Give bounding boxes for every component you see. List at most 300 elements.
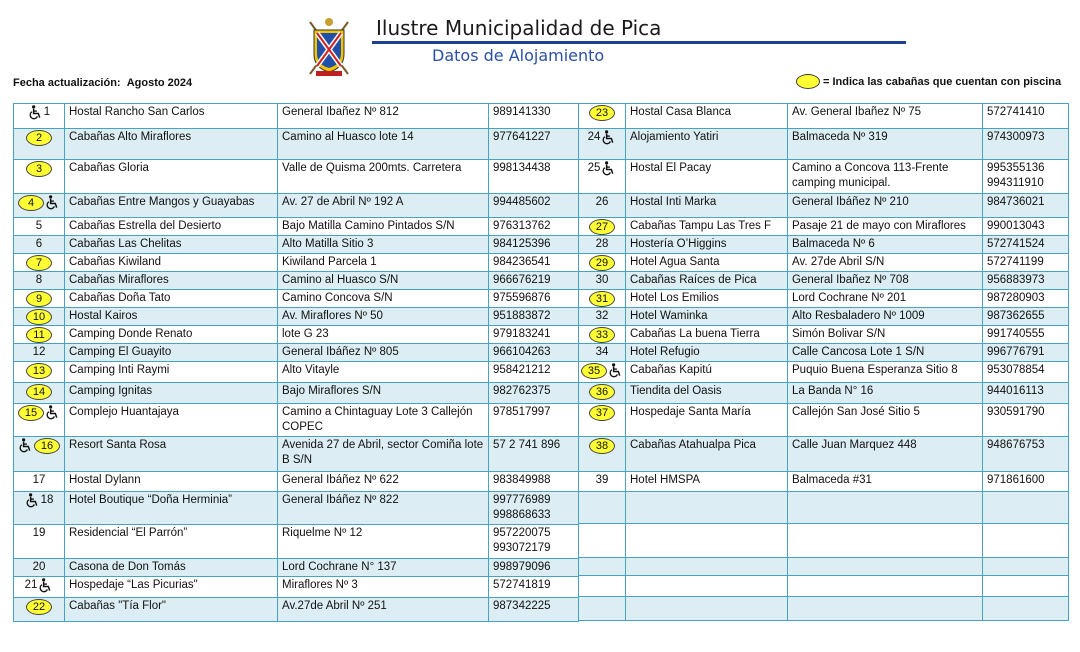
lodging-phone-cell bbox=[983, 104, 1069, 129]
row-number-cell bbox=[14, 236, 65, 254]
table-row bbox=[14, 559, 579, 577]
pool-marker-number: 3 bbox=[26, 161, 52, 177]
lodging-address: Pasaje 21 de mayo con Miraflores bbox=[788, 218, 983, 236]
row-number-cell bbox=[14, 129, 65, 160]
lodging-phone: 572741410 bbox=[987, 106, 1045, 118]
table-row bbox=[579, 524, 1069, 558]
lodging-phone-cell bbox=[489, 577, 579, 598]
lodging-name: Alojamiento Yatiri bbox=[626, 129, 788, 160]
row-number-cell bbox=[579, 218, 626, 236]
lodging-address: Calle Juan Marquez 448 bbox=[788, 437, 983, 472]
lodging-name: Hotel Waminka bbox=[626, 308, 788, 326]
pool-marker-number: 4 bbox=[18, 195, 44, 211]
pool-marker-number: 37 bbox=[589, 405, 615, 421]
row-number: 8 bbox=[35, 274, 43, 286]
table-row bbox=[14, 525, 579, 559]
row-number-cell bbox=[579, 558, 626, 576]
lodging-address: Alto Vitayle bbox=[278, 362, 489, 383]
table-row bbox=[579, 472, 1069, 492]
row-number-cell bbox=[14, 194, 65, 218]
table-row bbox=[14, 160, 579, 194]
lodging-name: Hotel Los Emilios bbox=[626, 290, 788, 308]
row-number-cell bbox=[14, 254, 65, 272]
lodging-address: Lord Cochrane Nº 201 bbox=[788, 290, 983, 308]
lodging-phone-cell bbox=[489, 308, 579, 326]
table-row bbox=[579, 272, 1069, 290]
table-row bbox=[579, 104, 1069, 129]
lodging-name: Hospedaje Santa María bbox=[626, 404, 788, 437]
lodging-phone-cell bbox=[983, 308, 1069, 326]
wheelchair-icon bbox=[601, 161, 616, 176]
title-rule bbox=[372, 41, 906, 44]
row-number-cell bbox=[579, 404, 626, 437]
row-number: 5 bbox=[35, 220, 43, 232]
lodging-phone: 994485602 bbox=[493, 196, 551, 208]
lodging-phone: 987342225 bbox=[493, 600, 551, 612]
row-number-cell bbox=[14, 290, 65, 308]
lodging-address: Camino a Chintaguay Lote 3 Callejón COPEC bbox=[278, 404, 489, 437]
lodging-address: Camino a Concova 113-Frente camping municipal. bbox=[788, 160, 983, 194]
lodging-address: Alto Resbaladero Nº 1009 bbox=[788, 308, 983, 326]
table-row bbox=[14, 254, 579, 272]
lodging-table-left bbox=[13, 103, 579, 622]
table-row bbox=[14, 598, 579, 622]
table-row bbox=[14, 236, 579, 254]
lodging-phone-cell bbox=[489, 254, 579, 272]
pool-marker-number: 15 bbox=[18, 405, 44, 421]
lodging-phone: 983849988 bbox=[493, 474, 551, 486]
row-number: 18 bbox=[40, 494, 54, 506]
pool-marker-number: 36 bbox=[589, 384, 615, 400]
legend-text: = Indica las cabañas que cuentan con piscina bbox=[823, 75, 1062, 88]
table-row bbox=[14, 492, 579, 525]
lodging-phone-cell bbox=[489, 326, 579, 344]
table-row bbox=[579, 129, 1069, 160]
lodging-phone-cell bbox=[983, 254, 1069, 272]
lodging-address: Riquelme Nº 12 bbox=[278, 525, 489, 559]
table-row bbox=[14, 362, 579, 383]
lodging-phone: 996776791 bbox=[987, 346, 1045, 358]
lodging-phone-cell bbox=[489, 344, 579, 362]
row-number-cell bbox=[14, 598, 65, 622]
lodging-phone-cell bbox=[983, 236, 1069, 254]
lodging-name: Complejo Huantajaya bbox=[65, 404, 278, 437]
lodging-name: Tiendita del Oasis bbox=[626, 383, 788, 404]
lodging-address: Av. 27 de Abril Nº 192 A bbox=[278, 194, 489, 218]
table-row bbox=[579, 194, 1069, 218]
lodging-address bbox=[788, 524, 983, 558]
table-row bbox=[14, 404, 579, 437]
row-number-cell bbox=[14, 308, 65, 326]
table-row bbox=[579, 492, 1069, 524]
pool-marker-number: 9 bbox=[26, 291, 52, 307]
table-row bbox=[14, 308, 579, 326]
lodging-name: Hostal Casa Blanca bbox=[626, 104, 788, 129]
lodging-phone-cell bbox=[983, 160, 1069, 194]
lodging-address: Camino al Huasco lote 14 bbox=[278, 129, 489, 160]
pool-marker-number: 27 bbox=[589, 219, 615, 235]
pool-legend bbox=[796, 74, 1061, 89]
lodging-name: Cabañas La buena Tierra bbox=[626, 326, 788, 344]
table-row bbox=[579, 326, 1069, 344]
lodging-phone-cell bbox=[983, 472, 1069, 492]
row-number-cell bbox=[14, 559, 65, 577]
table-row bbox=[14, 326, 579, 344]
table-row bbox=[579, 597, 1069, 621]
lodging-name: Cabañas Entre Mangos y Guayabas bbox=[65, 194, 278, 218]
lodging-address: Simón Bolivar S/N bbox=[788, 326, 983, 344]
lodging-phone: 978517997 bbox=[493, 406, 551, 418]
document-title: Ilustre Municipalidad de Pica bbox=[376, 16, 662, 40]
lodging-phone-cell bbox=[489, 236, 579, 254]
lodging-name bbox=[626, 576, 788, 597]
table-row bbox=[14, 104, 579, 129]
row-number: 30 bbox=[595, 274, 609, 286]
lodging-name: Cabañas Kapitú bbox=[626, 362, 788, 383]
lodging-phone-cell bbox=[983, 437, 1069, 472]
lodging-address bbox=[788, 558, 983, 576]
table-row bbox=[14, 344, 579, 362]
lodging-name: Cabañas Alto Miraflores bbox=[65, 129, 278, 160]
lodging-phone-cell bbox=[489, 194, 579, 218]
table-row bbox=[579, 236, 1069, 254]
lodging-phone: 984236541 bbox=[493, 256, 551, 268]
lodging-name: Casona de Don Tomás bbox=[65, 559, 278, 577]
lodging-phone-cell bbox=[489, 218, 579, 236]
lodging-phone-cell bbox=[489, 559, 579, 577]
lodging-phone: 966676219 bbox=[493, 274, 551, 286]
table-row bbox=[14, 472, 579, 492]
lodging-address: General Ibáñez Nº 805 bbox=[278, 344, 489, 362]
lodging-name: Cabañas "Tía Flor" bbox=[65, 598, 278, 622]
row-number-cell bbox=[579, 308, 626, 326]
lodging-name: Cabañas Miraflores bbox=[65, 272, 278, 290]
row-number: 32 bbox=[595, 310, 609, 322]
pool-marker-number: 7 bbox=[26, 255, 52, 271]
wheelchair-icon bbox=[38, 578, 53, 593]
lodging-name: Hotel Boutique “Doña Herminia” bbox=[65, 492, 278, 525]
table-row bbox=[14, 437, 579, 472]
table-row bbox=[14, 129, 579, 160]
row-number: 28 bbox=[595, 238, 609, 250]
lodging-name: Cabañas Raíces de Pica bbox=[626, 272, 788, 290]
row-number-cell bbox=[14, 577, 65, 598]
lodging-name: Hospedaje “Las Picurias" bbox=[65, 577, 278, 598]
table-row bbox=[579, 437, 1069, 472]
table-row bbox=[579, 383, 1069, 404]
lodging-name: Hostal Rancho San Carlos bbox=[65, 104, 278, 129]
lodging-phone: 944016113 bbox=[987, 385, 1044, 397]
lodging-phone: 971861600 bbox=[987, 474, 1045, 486]
lodging-name: Hostal Kairos bbox=[65, 308, 278, 326]
row-number: 20 bbox=[32, 561, 46, 573]
document-subtitle: Datos de Alojamiento bbox=[432, 46, 605, 65]
table-row bbox=[579, 362, 1069, 383]
table-row bbox=[579, 160, 1069, 194]
lodging-phone-cell bbox=[489, 472, 579, 492]
lodging-phone: 990013043 bbox=[987, 220, 1045, 232]
lodging-phone-cell bbox=[489, 492, 579, 525]
lodging-address: Calle Cancosa Lote 1 S/N bbox=[788, 344, 983, 362]
lodging-phone-cell bbox=[983, 492, 1069, 524]
lodging-phone-cell bbox=[983, 272, 1069, 290]
lodging-name: Hotel HMSPA bbox=[626, 472, 788, 492]
lodging-name: Hostal El Pacay bbox=[626, 160, 788, 194]
lodging-phone: 991740555 bbox=[987, 328, 1045, 340]
row-number-cell bbox=[579, 104, 626, 129]
lodging-phone: 966104263 bbox=[493, 346, 551, 358]
lodging-phone: 951883872 bbox=[493, 310, 551, 322]
row-number: 6 bbox=[35, 238, 43, 250]
lodging-phone: 994311910 bbox=[987, 177, 1044, 189]
lodging-phone: 957220075 bbox=[493, 527, 551, 539]
lodging-phone-cell bbox=[983, 576, 1069, 597]
lodging-phone: 998134438 bbox=[493, 162, 551, 174]
row-number-cell bbox=[579, 160, 626, 194]
lodging-address: Camino Concova S/N bbox=[278, 290, 489, 308]
pool-marker-number: 22 bbox=[26, 599, 52, 615]
lodging-phone-cell bbox=[489, 290, 579, 308]
municipal-coat-of-arms-logo bbox=[304, 16, 354, 78]
lodging-phone-cell bbox=[489, 404, 579, 437]
lodging-address: Av. Miraflores Nº 50 bbox=[278, 308, 489, 326]
lodging-phone: 975596876 bbox=[493, 292, 551, 304]
lodging-address: Av. General Ibañez Nº 75 bbox=[788, 104, 983, 129]
pool-marker-number: 35 bbox=[581, 363, 607, 379]
lodging-address: Bajo Miraflores S/N bbox=[278, 383, 489, 404]
pool-marker-number: 10 bbox=[26, 309, 52, 325]
lodging-phone: 997776989 bbox=[493, 494, 551, 506]
lodging-phone-cell bbox=[983, 404, 1069, 437]
lodging-address: Balmaceda Nº 319 bbox=[788, 129, 983, 160]
row-number-cell bbox=[14, 344, 65, 362]
table-row bbox=[579, 254, 1069, 272]
lodging-address: Bajo Matilla Camino Pintados S/N bbox=[278, 218, 489, 236]
pool-marker-number: 31 bbox=[589, 291, 615, 307]
row-number: 19 bbox=[32, 527, 46, 539]
lodging-phone-cell bbox=[983, 383, 1069, 404]
lodging-phone: 979183241 bbox=[493, 328, 551, 340]
row-number: 26 bbox=[595, 196, 609, 208]
row-number-cell bbox=[14, 362, 65, 383]
lodging-address: La Banda N° 16 bbox=[788, 383, 983, 404]
table-row bbox=[579, 290, 1069, 308]
wheelchair-icon bbox=[18, 438, 33, 453]
lodging-name: Hotel Refugio bbox=[626, 344, 788, 362]
lodging-address bbox=[788, 492, 983, 524]
lodging-address: Balmaceda Nº 6 bbox=[788, 236, 983, 254]
lodging-phone-cell bbox=[983, 344, 1069, 362]
lodging-address bbox=[788, 576, 983, 597]
lodging-phone: 953078854 bbox=[987, 364, 1045, 376]
row-number-cell bbox=[579, 236, 626, 254]
lodging-phone-cell bbox=[983, 290, 1069, 308]
lodging-phone-cell bbox=[489, 272, 579, 290]
pool-marker-number: 14 bbox=[26, 384, 52, 400]
pool-marker-number: 38 bbox=[589, 438, 615, 454]
lodging-name bbox=[626, 524, 788, 558]
wheelchair-icon bbox=[601, 130, 616, 145]
lodging-address: Av.27de Abril Nº 251 bbox=[278, 598, 489, 622]
lodging-address: General Ibañez Nº 812 bbox=[278, 104, 489, 129]
row-number-cell bbox=[14, 525, 65, 559]
pool-marker-number: 33 bbox=[589, 327, 615, 343]
lodging-address: Camino al Huasco S/N bbox=[278, 272, 489, 290]
lodging-name: Camping Donde Renato bbox=[65, 326, 278, 344]
pool-marker-icon bbox=[796, 74, 820, 89]
lodging-name: Camping El Guayito bbox=[65, 344, 278, 362]
row-number-cell bbox=[579, 344, 626, 362]
lodging-name: Hostal Dylann bbox=[65, 472, 278, 492]
row-number-cell bbox=[14, 437, 65, 472]
row-number-cell bbox=[14, 404, 65, 437]
lodging-phone-cell bbox=[489, 437, 579, 472]
lodging-phone-cell bbox=[983, 362, 1069, 383]
row-number-cell bbox=[14, 272, 65, 290]
lodging-phone: 989141330 bbox=[493, 106, 551, 118]
lodging-address: Callejón San José Sitio 5 bbox=[788, 404, 983, 437]
table-row bbox=[579, 404, 1069, 437]
lodging-name: Cabañas Las Chelitas bbox=[65, 236, 278, 254]
lodging-phone: 572741819 bbox=[493, 579, 551, 591]
wheelchair-icon bbox=[45, 405, 60, 420]
lodging-phone-cell bbox=[983, 218, 1069, 236]
lodging-phone: 976313762 bbox=[493, 220, 551, 232]
update-date bbox=[13, 77, 192, 89]
lodging-phone: 956883973 bbox=[987, 274, 1045, 286]
lodging-address: Alto Matilla Sitio 3 bbox=[278, 236, 489, 254]
wheelchair-icon bbox=[45, 195, 60, 210]
lodging-name bbox=[626, 597, 788, 621]
lodging-phone: 958421212 bbox=[493, 364, 551, 376]
lodging-address: Avenida 27 de Abril, sector Comiña lote B S/N bbox=[278, 437, 489, 472]
lodging-name: Residencial “El Parrón” bbox=[65, 525, 278, 559]
lodging-phone: 974300973 bbox=[987, 131, 1045, 143]
lodging-address: Miraflores Nº 3 bbox=[278, 577, 489, 598]
lodging-address: Puquio Buena Esperanza Sitio 8 bbox=[788, 362, 983, 383]
lodging-address: lote G 23 bbox=[278, 326, 489, 344]
lodging-phone: 984736021 bbox=[987, 196, 1045, 208]
table-row bbox=[579, 308, 1069, 326]
lodging-phone: 948676753 bbox=[987, 439, 1045, 451]
row-number: 21 bbox=[24, 579, 38, 591]
lodging-phone: 998979096 bbox=[493, 561, 551, 573]
lodging-address: Balmaceda #31 bbox=[788, 472, 983, 492]
lodging-address: General Ibañez Nº 708 bbox=[788, 272, 983, 290]
row-number: 34 bbox=[595, 346, 609, 358]
pool-marker-number: 11 bbox=[26, 327, 52, 343]
row-number-cell bbox=[579, 597, 626, 621]
lodging-phone: 987362655 bbox=[987, 310, 1045, 322]
row-number: 24 bbox=[587, 131, 601, 143]
lodging-name: Cabañas Kiwiland bbox=[65, 254, 278, 272]
table-row bbox=[579, 344, 1069, 362]
wheelchair-icon bbox=[608, 363, 623, 378]
update-label: Fecha actualización: bbox=[13, 77, 121, 89]
wheelchair-icon bbox=[28, 105, 43, 120]
lodging-phone: 993072179 bbox=[493, 542, 551, 554]
lodging-phone: 984125396 bbox=[493, 238, 551, 250]
lodging-name: Resort Santa Rosa bbox=[65, 437, 278, 472]
lodging-phone-cell bbox=[489, 598, 579, 622]
lodging-phone-cell bbox=[489, 160, 579, 194]
row-number: 12 bbox=[32, 346, 46, 358]
row-number-cell bbox=[579, 326, 626, 344]
row-number-cell bbox=[14, 383, 65, 404]
lodging-name: Cabañas Doña Tato bbox=[65, 290, 278, 308]
row-number: 1 bbox=[43, 106, 51, 118]
lodging-name: Cabañas Atahualpa Pica bbox=[626, 437, 788, 472]
table-row bbox=[14, 290, 579, 308]
pool-marker-number: 13 bbox=[26, 363, 52, 379]
lodging-address bbox=[788, 597, 983, 621]
lodging-phone-cell bbox=[489, 129, 579, 160]
row-number-cell bbox=[579, 362, 626, 383]
lodging-name: Hostería O’Higgins bbox=[626, 236, 788, 254]
row-number-cell bbox=[579, 254, 626, 272]
lodging-phone-cell bbox=[983, 597, 1069, 621]
table-row bbox=[579, 576, 1069, 597]
lodging-phone: 572741199 bbox=[987, 256, 1044, 268]
lodging-address: General Ibáñez Nº 822 bbox=[278, 492, 489, 525]
lodging-address: General Ibáñez Nº 622 bbox=[278, 472, 489, 492]
pool-marker-number: 23 bbox=[589, 105, 615, 121]
pool-marker-number: 29 bbox=[589, 255, 615, 271]
row-number-cell bbox=[579, 472, 626, 492]
row-number-cell bbox=[579, 272, 626, 290]
row-number-cell bbox=[14, 492, 65, 525]
table-row bbox=[14, 383, 579, 404]
lodging-name: Camping Inti Raymi bbox=[65, 362, 278, 383]
lodging-phone: 572741524 bbox=[987, 238, 1045, 250]
lodging-phone: 998868633 bbox=[493, 509, 551, 521]
table-row bbox=[14, 194, 579, 218]
lodging-name: Cabañas Gloria bbox=[65, 160, 278, 194]
pool-marker-number: 16 bbox=[34, 438, 60, 454]
lodging-name: Hotel Agua Santa bbox=[626, 254, 788, 272]
wheelchair-icon bbox=[25, 493, 40, 508]
row-number: 39 bbox=[595, 474, 609, 486]
lodging-phone-cell bbox=[489, 525, 579, 559]
lodging-name: Cabañas Estrella del Desierto bbox=[65, 218, 278, 236]
row-number-cell bbox=[14, 326, 65, 344]
row-number-cell bbox=[14, 104, 65, 129]
lodging-phone-cell bbox=[489, 383, 579, 404]
row-number: 25 bbox=[587, 162, 601, 174]
lodging-phone-cell bbox=[489, 104, 579, 129]
lodging-name: Cabañas Tampu Las Tres F bbox=[626, 218, 788, 236]
table-row bbox=[14, 272, 579, 290]
lodging-name bbox=[626, 558, 788, 576]
lodging-phone: 995355136 bbox=[987, 162, 1045, 174]
lodging-name: Hostal Inti Marka bbox=[626, 194, 788, 218]
lodging-phone-cell bbox=[983, 524, 1069, 558]
lodging-name: Camping Ignitas bbox=[65, 383, 278, 404]
pool-marker-number: 2 bbox=[26, 130, 52, 146]
lodging-phone-cell bbox=[983, 326, 1069, 344]
lodging-phone-cell bbox=[983, 558, 1069, 576]
row-number-cell bbox=[579, 383, 626, 404]
lodging-phone: 987280903 bbox=[987, 292, 1045, 304]
lodging-address: Lord Cochrane N° 137 bbox=[278, 559, 489, 577]
row-number-cell bbox=[579, 194, 626, 218]
lodging-phone: 930591790 bbox=[987, 406, 1045, 418]
table-row bbox=[579, 218, 1069, 236]
row-number-cell bbox=[14, 218, 65, 236]
row-number-cell bbox=[579, 129, 626, 160]
lodging-address: Av. 27de Abril S/N bbox=[788, 254, 983, 272]
row-number-cell bbox=[579, 437, 626, 472]
